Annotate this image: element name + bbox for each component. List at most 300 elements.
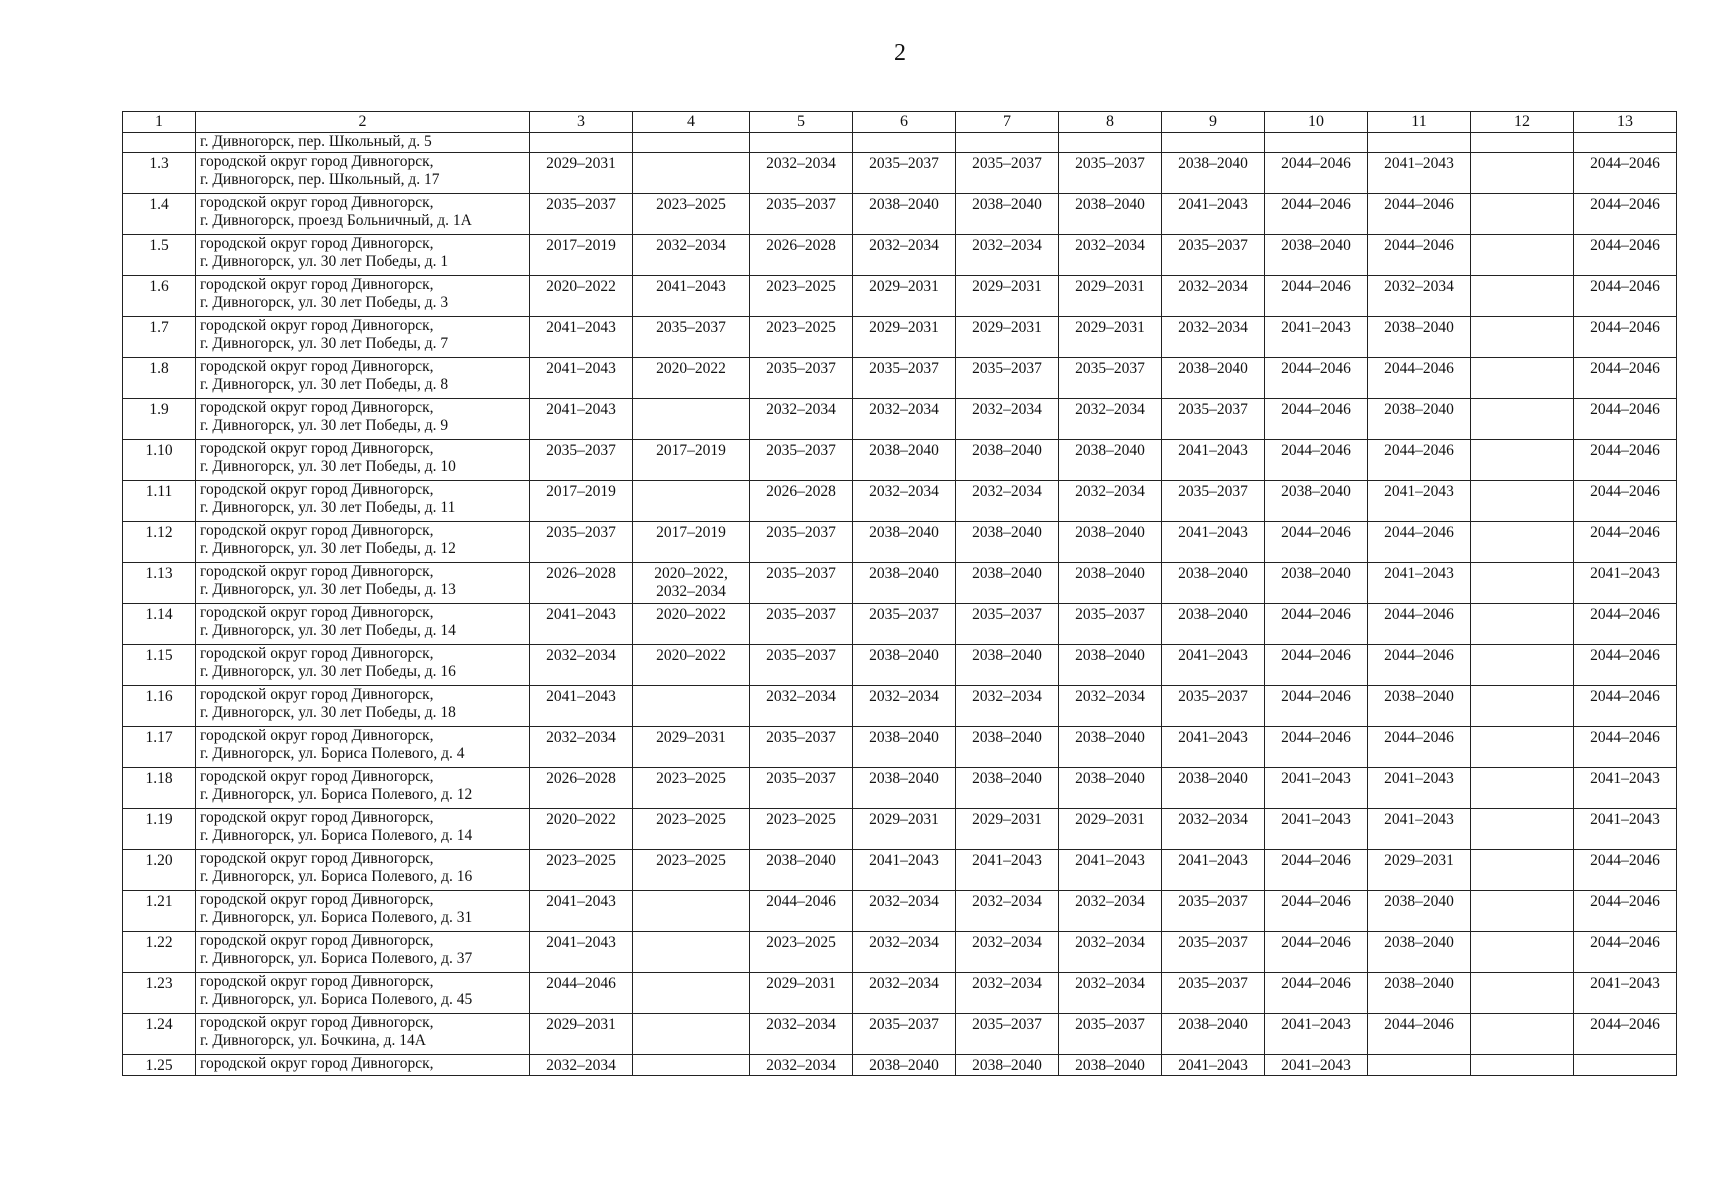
period-cell-col-11: 2041–2043	[1368, 768, 1471, 809]
table-row	[123, 1055, 1677, 1076]
period-cell-col-11: 2032–2034	[1368, 276, 1471, 317]
row-number-cell: 1.17	[123, 727, 196, 768]
period-cell-col-12	[1471, 153, 1574, 194]
period-cell-col-6: 2032–2034	[853, 481, 956, 522]
period-cell-col-12	[1471, 727, 1574, 768]
period-cell-col-12	[1471, 645, 1574, 686]
period-cell-col-10: 2044–2046	[1265, 891, 1368, 932]
period-cell-col-7: 2038–2040	[956, 563, 1059, 604]
period-cell-col-8: 2032–2034	[1059, 399, 1162, 440]
period-cell-col-13: 2044–2046	[1574, 317, 1677, 358]
period-cell-col-3: 2035–2037	[530, 440, 633, 481]
address-cell	[196, 932, 530, 973]
period-cell-col-8	[1059, 133, 1162, 153]
period-cell-col-8: 2038–2040	[1059, 563, 1162, 604]
period-cell-col-8: 2038–2040	[1059, 727, 1162, 768]
period-cell-col-3: 2029–2031	[530, 153, 633, 194]
period-cell-col-4	[633, 563, 750, 604]
period-cell-col-7: 2038–2040	[956, 194, 1059, 235]
address-cell	[196, 194, 530, 235]
period-cell-col-7: 2041–2043	[956, 850, 1059, 891]
period-cell-col-6: 2041–2043	[853, 850, 956, 891]
period-cell-col-8: 2038–2040	[1059, 645, 1162, 686]
period-cell-col-10: 2044–2046	[1265, 522, 1368, 563]
address-line: городской округ город Дивногорск,	[200, 891, 434, 908]
period-cell-col-11: 2041–2043	[1368, 563, 1471, 604]
period-cell-col-3: 2020–2022	[530, 276, 633, 317]
period-cell-col-3: 2017–2019	[530, 235, 633, 276]
period-cell-col-7: 2032–2034	[956, 399, 1059, 440]
period-cell-col-3: 2041–2043	[530, 604, 633, 645]
period-cell-col-8: 2032–2034	[1059, 235, 1162, 276]
period-cell-col-13: 2041–2043	[1574, 809, 1677, 850]
period-cell-col-13: 2041–2043	[1574, 973, 1677, 1014]
address-cell	[196, 522, 530, 563]
period-cell-col-3: 2023–2025	[530, 850, 633, 891]
address-line: г. Дивногорск, ул. 30 лет Победы, д. 13	[200, 581, 456, 598]
period-cell-col-5: 2035–2037	[750, 768, 853, 809]
table-row	[123, 317, 1677, 358]
row-number-cell: 1.10	[123, 440, 196, 481]
column-header-6: 6	[853, 112, 956, 133]
address-cell	[196, 973, 530, 1014]
period-cell-col-10: 2044–2046	[1265, 645, 1368, 686]
period-cell-col-12	[1471, 358, 1574, 399]
period-cell-col-4	[633, 481, 750, 522]
period-cell-col-13: 2044–2046	[1574, 194, 1677, 235]
period-cell-col-5: 2035–2037	[750, 604, 853, 645]
address-line: городской округ город Дивногорск,	[200, 399, 434, 416]
address-line: г. Дивногорск, ул. 30 лет Победы, д. 1	[200, 253, 449, 270]
period-cell-col-11: 2038–2040	[1368, 317, 1471, 358]
period-cell-col-8: 2038–2040	[1059, 1055, 1162, 1076]
period-cell-col-5: 2035–2037	[750, 440, 853, 481]
period-cell-col-8: 2029–2031	[1059, 809, 1162, 850]
period-cell-col-12	[1471, 809, 1574, 850]
period-cell-col-10: 2044–2046	[1265, 973, 1368, 1014]
period-cell-col-3: 2017–2019	[530, 481, 633, 522]
period-cell-col-4: 2023–2025	[633, 194, 750, 235]
table-row	[123, 850, 1677, 891]
row-number-cell	[123, 133, 196, 153]
table-row	[123, 604, 1677, 645]
period-cell-col-10: 2041–2043	[1265, 1014, 1368, 1055]
period-cell-col-4	[633, 133, 750, 153]
period-cell-col-13: 2044–2046	[1574, 686, 1677, 727]
period-cell-col-11	[1368, 1055, 1471, 1076]
period-cell-col-4	[633, 973, 750, 1014]
period-cell-col-12	[1471, 686, 1574, 727]
address-line: г. Дивногорск, ул. 30 лет Победы, д. 14	[200, 622, 456, 639]
period-cell-col-6: 2029–2031	[853, 276, 956, 317]
row-number-cell: 1.5	[123, 235, 196, 276]
period-cell-col-10: 2044–2046	[1265, 399, 1368, 440]
table-row	[123, 153, 1677, 194]
address-cell	[196, 727, 530, 768]
period-cell-col-12	[1471, 194, 1574, 235]
address-cell	[196, 604, 530, 645]
period-cell-col-8: 2035–2037	[1059, 153, 1162, 194]
period-cell-col-7: 2038–2040	[956, 1055, 1059, 1076]
period-line: 2032–2034	[656, 583, 726, 600]
row-number-cell: 1.15	[123, 645, 196, 686]
schedule-table-wrapper	[122, 111, 1677, 1076]
address-line: г. Дивногорск, ул. Бориса Полевого, д. 45	[200, 991, 473, 1008]
period-cell-col-5: 2023–2025	[750, 317, 853, 358]
period-cell-col-12	[1471, 317, 1574, 358]
address-line: городской округ город Дивногорск,	[200, 809, 434, 826]
period-cell-col-5: 2032–2034	[750, 1014, 853, 1055]
address-cell	[196, 809, 530, 850]
period-cell-col-9: 2035–2037	[1162, 891, 1265, 932]
period-cell-col-9: 2032–2034	[1162, 276, 1265, 317]
period-cell-col-8: 2032–2034	[1059, 686, 1162, 727]
period-cell-col-7: 2029–2031	[956, 317, 1059, 358]
period-cell-col-12	[1471, 850, 1574, 891]
row-number-cell: 1.19	[123, 809, 196, 850]
address-line: г. Дивногорск, ул. Бочкина, д. 14А	[200, 1032, 426, 1049]
table-row	[123, 133, 1677, 153]
period-line: 2020–2022,	[654, 565, 728, 582]
period-cell-col-6: 2038–2040	[853, 563, 956, 604]
period-cell-col-6: 2032–2034	[853, 235, 956, 276]
period-cell-col-4	[633, 1055, 750, 1076]
period-cell-col-9: 2035–2037	[1162, 686, 1265, 727]
address-line: городской округ город Дивногорск,	[200, 727, 434, 744]
period-cell-col-10: 2038–2040	[1265, 481, 1368, 522]
address-line: г. Дивногорск, ул. 30 лет Победы, д. 8	[200, 376, 449, 393]
table-row	[123, 358, 1677, 399]
period-cell-col-3: 2035–2037	[530, 522, 633, 563]
column-header-10: 10	[1265, 112, 1368, 133]
period-cell-col-13: 2044–2046	[1574, 645, 1677, 686]
period-cell-col-11: 2044–2046	[1368, 194, 1471, 235]
period-cell-col-13: 2044–2046	[1574, 440, 1677, 481]
table-row	[123, 563, 1677, 604]
period-cell-col-6: 2038–2040	[853, 768, 956, 809]
period-cell-col-8: 2032–2034	[1059, 481, 1162, 522]
period-cell-col-6: 2029–2031	[853, 317, 956, 358]
period-cell-col-13: 2044–2046	[1574, 399, 1677, 440]
address-line: городской округ город Дивногорск,	[200, 1014, 434, 1031]
address-cell	[196, 317, 530, 358]
period-cell-col-7: 2032–2034	[956, 973, 1059, 1014]
period-cell-col-6: 2035–2037	[853, 1014, 956, 1055]
period-cell-col-5: 2035–2037	[750, 727, 853, 768]
table-row	[123, 1014, 1677, 1055]
table-row	[123, 727, 1677, 768]
row-number-cell: 1.3	[123, 153, 196, 194]
period-cell-col-10: 2044–2046	[1265, 358, 1368, 399]
column-header-4: 4	[633, 112, 750, 133]
period-cell-col-8: 2032–2034	[1059, 973, 1162, 1014]
period-cell-col-7: 2038–2040	[956, 727, 1059, 768]
column-header-5: 5	[750, 112, 853, 133]
address-cell	[196, 563, 530, 604]
period-cell-col-5: 2026–2028	[750, 235, 853, 276]
period-cell-col-9: 2041–2043	[1162, 1055, 1265, 1076]
period-cell-col-7: 2029–2031	[956, 276, 1059, 317]
address-line: городской округ город Дивногорск,	[200, 850, 434, 867]
period-cell-col-6: 2032–2034	[853, 932, 956, 973]
period-cell-col-7: 2032–2034	[956, 235, 1059, 276]
period-cell-col-10: 2038–2040	[1265, 235, 1368, 276]
page-number: 2	[894, 40, 906, 66]
period-cell-col-3: 2044–2046	[530, 973, 633, 1014]
period-cell-col-9: 2032–2034	[1162, 317, 1265, 358]
column-header-13: 13	[1574, 112, 1677, 133]
period-cell-col-9: 2038–2040	[1162, 604, 1265, 645]
period-cell-col-7: 2035–2037	[956, 1014, 1059, 1055]
row-number-cell: 1.14	[123, 604, 196, 645]
address-line: городской округ город Дивногорск,	[200, 481, 434, 498]
row-number-cell: 1.25	[123, 1055, 196, 1076]
table-row	[123, 891, 1677, 932]
period-cell-col-11: 2038–2040	[1368, 973, 1471, 1014]
period-cell-col-4: 2020–2022	[633, 645, 750, 686]
period-cell-col-11: 2044–2046	[1368, 727, 1471, 768]
column-header-11: 11	[1368, 112, 1471, 133]
period-cell-col-10: 2044–2046	[1265, 604, 1368, 645]
period-cell-col-9: 2041–2043	[1162, 440, 1265, 481]
period-cell-col-11: 2041–2043	[1368, 153, 1471, 194]
period-cell-col-4: 2041–2043	[633, 276, 750, 317]
address-line: городской округ город Дивногорск,	[200, 645, 434, 662]
period-cell-col-6: 2038–2040	[853, 522, 956, 563]
period-cell-col-5: 2023–2025	[750, 809, 853, 850]
period-cell-col-12	[1471, 481, 1574, 522]
period-cell-col-10: 2044–2046	[1265, 686, 1368, 727]
column-header-8: 8	[1059, 112, 1162, 133]
period-cell-col-10	[1265, 133, 1368, 153]
period-cell-col-12	[1471, 973, 1574, 1014]
address-line: г. Дивногорск, ул. Бориса Полевого, д. 16	[200, 868, 473, 885]
row-number-cell: 1.20	[123, 850, 196, 891]
period-cell-col-13: 2044–2046	[1574, 358, 1677, 399]
table-row	[123, 440, 1677, 481]
address-cell	[196, 440, 530, 481]
address-cell	[196, 235, 530, 276]
period-cell-col-9: 2035–2037	[1162, 399, 1265, 440]
row-number-cell: 1.21	[123, 891, 196, 932]
address-line: г. Дивногорск, ул. Бориса Полевого, д. 12	[200, 786, 473, 803]
period-cell-col-13	[1574, 1055, 1677, 1076]
period-cell-col-8: 2035–2037	[1059, 358, 1162, 399]
period-cell-col-11: 2044–2046	[1368, 235, 1471, 276]
row-number-cell: 1.13	[123, 563, 196, 604]
address-line: городской округ город Дивногорск,	[200, 604, 434, 621]
table-row	[123, 973, 1677, 1014]
period-cell-col-3: 2041–2043	[530, 932, 633, 973]
period-cell-col-9: 2038–2040	[1162, 358, 1265, 399]
period-cell-col-6: 2038–2040	[853, 440, 956, 481]
period-cell-col-10: 2044–2046	[1265, 727, 1368, 768]
period-cell-col-5: 2032–2034	[750, 399, 853, 440]
period-cell-col-7: 2038–2040	[956, 768, 1059, 809]
period-cell-col-7: 2032–2034	[956, 891, 1059, 932]
table-row	[123, 522, 1677, 563]
period-cell-col-9: 2041–2043	[1162, 645, 1265, 686]
address-cell	[196, 133, 530, 153]
address-line: городской округ город Дивногорск,	[200, 235, 434, 252]
address-cell	[196, 1014, 530, 1055]
period-cell-col-13: 2044–2046	[1574, 481, 1677, 522]
period-cell-col-6: 2032–2034	[853, 399, 956, 440]
period-cell-col-4: 2032–2034	[633, 235, 750, 276]
period-cell-col-3: 2032–2034	[530, 1055, 633, 1076]
period-cell-col-13: 2044–2046	[1574, 932, 1677, 973]
period-cell-col-10: 2041–2043	[1265, 1055, 1368, 1076]
period-cell-col-4: 2020–2022	[633, 604, 750, 645]
period-cell-col-11: 2044–2046	[1368, 358, 1471, 399]
table-row	[123, 932, 1677, 973]
period-cell-col-11: 2038–2040	[1368, 891, 1471, 932]
period-cell-col-12	[1471, 563, 1574, 604]
period-cell-col-7: 2032–2034	[956, 932, 1059, 973]
address-line: городской округ город Дивногорск,	[200, 1055, 434, 1072]
period-cell-col-3: 2041–2043	[530, 399, 633, 440]
address-line: г. Дивногорск, проезд Больничный, д. 1А	[200, 212, 472, 229]
period-cell-col-4	[633, 686, 750, 727]
address-line: городской округ город Дивногорск,	[200, 194, 434, 211]
period-cell-col-7: 2035–2037	[956, 604, 1059, 645]
table-row	[123, 768, 1677, 809]
period-cell-col-6: 2038–2040	[853, 194, 956, 235]
address-cell	[196, 358, 530, 399]
period-cell-col-10: 2044–2046	[1265, 850, 1368, 891]
period-cell-col-7: 2032–2034	[956, 686, 1059, 727]
period-cell-col-11: 2038–2040	[1368, 399, 1471, 440]
period-cell-col-12	[1471, 1014, 1574, 1055]
period-cell-col-5: 2023–2025	[750, 276, 853, 317]
period-cell-col-8: 2032–2034	[1059, 891, 1162, 932]
period-cell-col-5: 2032–2034	[750, 153, 853, 194]
period-cell-col-9: 2035–2037	[1162, 932, 1265, 973]
address-line: городской округ город Дивногорск,	[200, 153, 434, 170]
address-line: городской округ город Дивногорск,	[200, 768, 434, 785]
period-cell-col-3: 2041–2043	[530, 891, 633, 932]
address-line: г. Дивногорск, ул. Бориса Полевого, д. 4	[200, 745, 465, 762]
address-cell	[196, 1055, 530, 1076]
period-cell-col-5	[750, 133, 853, 153]
address-line: г. Дивногорск, пер. Школьный, д. 17	[200, 171, 440, 188]
period-cell-col-11: 2041–2043	[1368, 481, 1471, 522]
period-cell-col-5: 2035–2037	[750, 645, 853, 686]
table-row	[123, 686, 1677, 727]
address-cell	[196, 686, 530, 727]
address-line: г. Дивногорск, пер. Школьный, д. 5	[200, 133, 432, 150]
address-line: городской округ город Дивногорск,	[200, 973, 434, 990]
table-row	[123, 276, 1677, 317]
address-line: г. Дивногорск, ул. 30 лет Победы, д. 7	[200, 335, 449, 352]
period-cell-col-8: 2035–2037	[1059, 1014, 1162, 1055]
period-cell-col-8: 2041–2043	[1059, 850, 1162, 891]
period-cell-col-5: 2026–2028	[750, 481, 853, 522]
period-cell-col-8: 2038–2040	[1059, 440, 1162, 481]
period-cell-col-3: 2041–2043	[530, 317, 633, 358]
address-line: городской округ город Дивногорск,	[200, 932, 434, 949]
period-cell-col-6: 2038–2040	[853, 727, 956, 768]
period-cell-col-10: 2044–2046	[1265, 276, 1368, 317]
table-row	[123, 481, 1677, 522]
address-line: городской округ город Дивногорск,	[200, 317, 434, 334]
table-body	[123, 133, 1677, 1076]
period-cell-col-10: 2041–2043	[1265, 809, 1368, 850]
period-cell-col-13: 2044–2046	[1574, 153, 1677, 194]
period-cell-col-12	[1471, 133, 1574, 153]
period-cell-col-3	[530, 133, 633, 153]
period-cell-col-11: 2029–2031	[1368, 850, 1471, 891]
period-cell-col-11	[1368, 133, 1471, 153]
period-cell-col-9: 2035–2037	[1162, 481, 1265, 522]
row-number-cell: 1.8	[123, 358, 196, 399]
address-line: г. Дивногорск, ул. 30 лет Победы, д. 9	[200, 417, 449, 434]
row-number-cell: 1.24	[123, 1014, 196, 1055]
period-cell-col-7: 2035–2037	[956, 153, 1059, 194]
period-cell-col-4: 2023–2025	[633, 809, 750, 850]
address-line: городской округ город Дивногорск,	[200, 276, 434, 293]
period-cell-col-5: 2035–2037	[750, 563, 853, 604]
period-cell-col-7: 2038–2040	[956, 440, 1059, 481]
period-cell-col-3: 2035–2037	[530, 194, 633, 235]
schedule-table	[122, 111, 1677, 1076]
period-cell-col-3: 2032–2034	[530, 727, 633, 768]
column-header-7: 7	[956, 112, 1059, 133]
period-cell-col-11: 2044–2046	[1368, 645, 1471, 686]
period-cell-col-11: 2044–2046	[1368, 604, 1471, 645]
address-line: городской округ город Дивногорск,	[200, 358, 434, 375]
address-line: г. Дивногорск, ул. 30 лет Победы, д. 3	[200, 294, 449, 311]
address-cell	[196, 768, 530, 809]
period-cell-col-3: 2026–2028	[530, 563, 633, 604]
period-cell-col-11: 2044–2046	[1368, 522, 1471, 563]
period-cell-col-13: 2041–2043	[1574, 563, 1677, 604]
period-cell-col-11: 2044–2046	[1368, 1014, 1471, 1055]
period-cell-col-9: 2041–2043	[1162, 194, 1265, 235]
period-cell-col-11: 2041–2043	[1368, 809, 1471, 850]
period-cell-col-6: 2035–2037	[853, 358, 956, 399]
period-cell-col-13: 2044–2046	[1574, 891, 1677, 932]
period-cell-col-10: 2044–2046	[1265, 194, 1368, 235]
period-cell-col-12	[1471, 440, 1574, 481]
period-cell-col-5: 2038–2040	[750, 850, 853, 891]
period-cell-col-10: 2038–2040	[1265, 563, 1368, 604]
period-cell-col-12	[1471, 891, 1574, 932]
address-line: городской округ город Дивногорск,	[200, 440, 434, 457]
address-cell	[196, 276, 530, 317]
period-cell-col-9: 2038–2040	[1162, 1014, 1265, 1055]
address-line: г. Дивногорск, ул. 30 лет Победы, д. 12	[200, 540, 456, 557]
address-cell	[196, 399, 530, 440]
period-cell-col-6: 2038–2040	[853, 1055, 956, 1076]
period-cell-col-5: 2032–2034	[750, 1055, 853, 1076]
period-cell-col-12	[1471, 1055, 1574, 1076]
row-number-cell: 1.6	[123, 276, 196, 317]
period-cell-col-11: 2038–2040	[1368, 686, 1471, 727]
address-line: г. Дивногорск, ул. Бориса Полевого, д. 31	[200, 909, 473, 926]
address-line: городской округ город Дивногорск,	[200, 686, 434, 703]
period-cell-col-7: 2029–2031	[956, 809, 1059, 850]
row-number-cell: 1.18	[123, 768, 196, 809]
table-row	[123, 194, 1677, 235]
period-cell-col-13: 2044–2046	[1574, 522, 1677, 563]
period-cell-col-3: 2041–2043	[530, 358, 633, 399]
period-cell-col-13: 2044–2046	[1574, 727, 1677, 768]
period-cell-col-4: 2020–2022	[633, 358, 750, 399]
period-cell-col-4: 2023–2025	[633, 850, 750, 891]
period-cell-col-9: 2041–2043	[1162, 522, 1265, 563]
period-cell-col-5: 2035–2037	[750, 194, 853, 235]
